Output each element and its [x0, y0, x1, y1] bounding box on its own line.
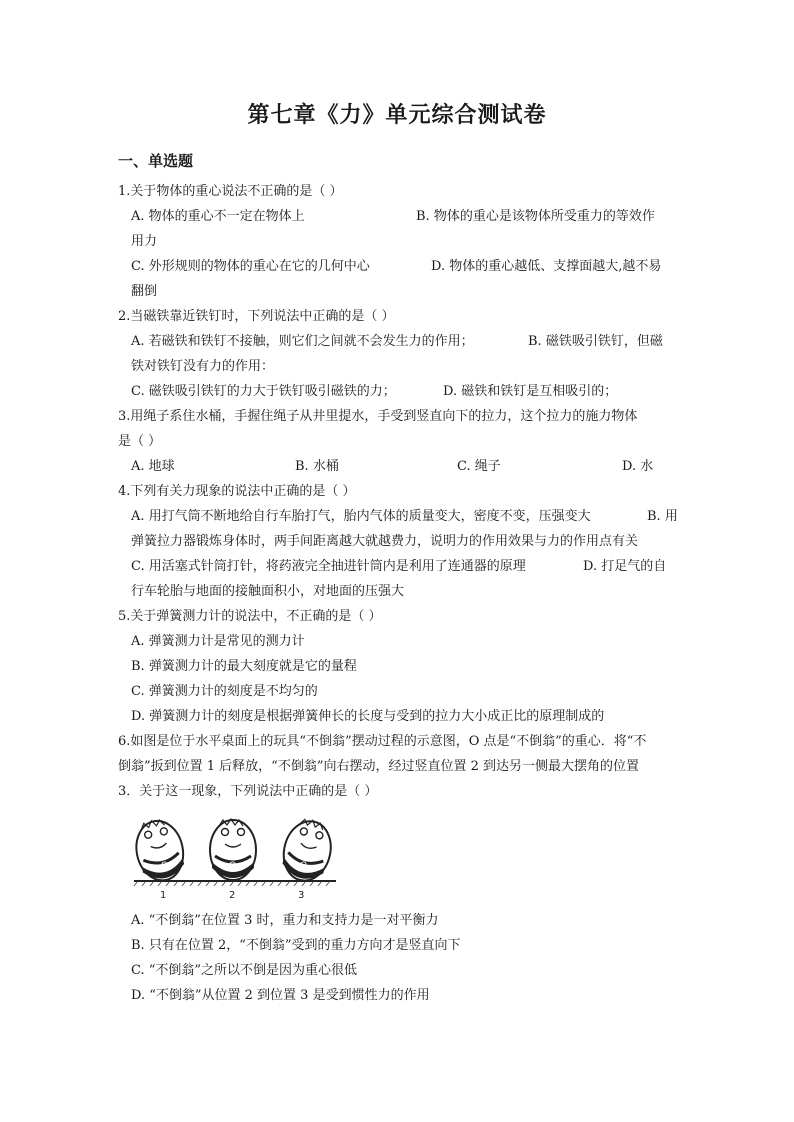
q3-option-d: D. 水 — [622, 459, 654, 474]
q1-option-d-cont: 翻倒 — [131, 284, 158, 299]
q1-option-b: B. 物体的重心是该物体所受重力的等效作 — [416, 209, 655, 224]
q6-stem-cont2: 3．关于这一现象，下列说法中正确的是（ ） — [118, 784, 378, 799]
q2-option-b: B. 磁铁吸引铁钉，但磁 — [528, 334, 663, 349]
position-label-1: 1 — [160, 890, 167, 900]
q4-option-b-cont: 弹簧拉力器锻炼身体时，两手间距离越大就越费力，说明力的作用效果与力的作用点有关 — [131, 534, 639, 549]
q6-stem-cont: 倒翁”扳到位置 1 后释放，“不倒翁”向右摆动，经过竖直位置 2 到达另一侧最大摆角的位置 — [118, 759, 640, 774]
q5-option-a: A. 弹簧测力计是常见的测力计 — [131, 634, 305, 649]
q6-option-c: C. “不倒翁”之所以不倒是因为重心很低 — [131, 963, 358, 978]
q2-stem: 2.当磁铁靠近铁钉时，下列说法中正确的是（ ） — [118, 309, 395, 324]
q6-stem: 6.如图是位于水平桌面上的玩具“不倒翁”摆动过程的示意图，O 点是“不倒翁”的重心．将“不 — [118, 734, 647, 749]
roly-poly-position-3 — [278, 815, 337, 885]
position-label-2: 2 — [229, 890, 236, 900]
page-title: 第七章《力》单元综合测试卷 — [247, 103, 547, 128]
roly-poly-position-1 — [131, 816, 189, 885]
q5-option-d: D. 弹簧测力计的刻度是根据弹簧伸长的长度与受到的拉力大小成正比的原理制成的 — [131, 709, 605, 724]
q1-option-d: D. 物体的重心越低、支撑面越大,越不易 — [431, 259, 662, 274]
q4-option-b: B. 用 — [647, 509, 678, 524]
q2-option-a: A. 若磁铁和铁钉不接触，则它们之间就不会发生力的作用； — [131, 334, 474, 349]
q3-option-a: A. 地球 — [131, 459, 175, 474]
q3-option-c: C. 绳子 — [457, 459, 501, 474]
q5-option-c: C. 弹簧测力计的刻度是不均匀的 — [131, 684, 318, 699]
section-heading: 一、单选题 — [118, 152, 194, 170]
roly-poly-figure — [130, 812, 340, 900]
q2-option-b-cont: 铁对铁钉没有力的作用： — [131, 359, 275, 374]
q3-option-b: B. 水桶 — [295, 459, 339, 474]
q6-option-d: D. “不倒翁”从位置 2 到位置 3 是受到惯性力的作用 — [131, 988, 430, 1003]
q1-stem: 1.关于物体的重心说法不正确的是（ ） — [118, 184, 343, 199]
q4-stem: 4.下列有关力现象的说法中正确的是（ ） — [118, 484, 356, 499]
q6-option-a: A. “不倒翁”在位置 3 时，重力和支持力是一对平衡力 — [131, 913, 439, 928]
q1-option-b-cont: 用力 — [131, 234, 158, 249]
q1-option-a: A. 物体的重心不一定在物体上 — [131, 209, 305, 224]
q2-option-d: D. 磁铁和铁钉是互相吸引的； — [443, 384, 618, 399]
q4-option-a: A. 用打气筒不断地给自行车胎打气，胎内气体的质量变大，密度不变，压强变大 — [131, 509, 591, 524]
q1-option-c: C. 外形规则的物体的重心在它的几何中心 — [131, 259, 370, 274]
q3-stem-cont: 是（ ） — [118, 434, 162, 449]
o-point-label-2: O — [229, 861, 237, 871]
q6-option-b: B. 只有在位置 2，“不倒翁”受到的重力方向才是竖直向下 — [131, 938, 461, 953]
q4-option-d-cont: 行车轮胎与地面的接触面积小，对地面的压强大 — [131, 584, 405, 599]
o-point-label-3: O — [300, 861, 308, 871]
q2-option-c: C. 磁铁吸引铁钉的力大于铁钉吸引磁铁的力； — [131, 384, 396, 399]
q5-stem: 5.关于弹簧测力计的说法中，不正确的是（ ） — [118, 609, 382, 624]
q4-option-d: D. 打足气的自 — [583, 559, 667, 574]
q4-option-c: C. 用活塞式针筒打针，将药液完全抽进针筒内是利用了连通器的原理 — [131, 559, 526, 574]
q5-option-b: B. 弹簧测力计的最大刻度就是它的量程 — [131, 659, 357, 674]
o-point-label-1: O — [161, 861, 169, 871]
q3-stem: 3.用绳子系住水桶，手握住绳子从井里提水，手受到竖直向下的拉力，这个拉力的施力物体 — [118, 409, 638, 424]
position-label-3: 3 — [298, 890, 305, 900]
